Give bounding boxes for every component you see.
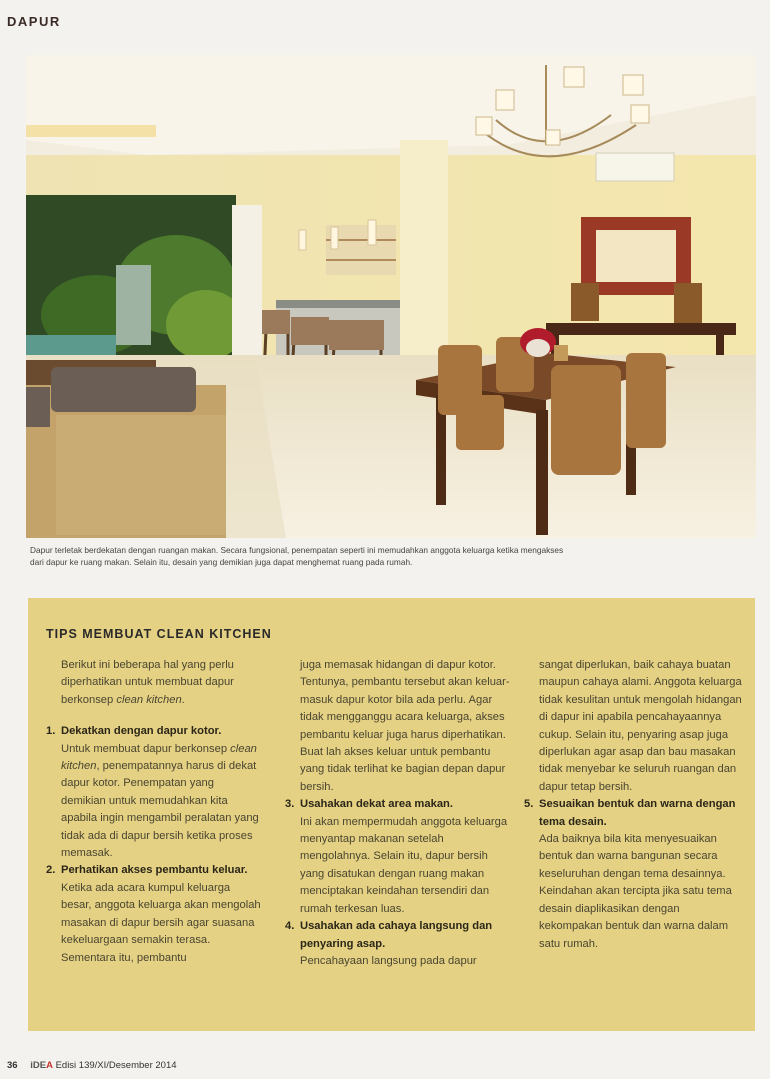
tip-3-text: Ini akan mempermudah anggota keluarga menyantap makanan setelah mengolahnya. Selain itu, dapur bersih yang disatukan dengan ruang makan menciptakan keindahan tersendiri dan rumah terkesan luas.	[300, 815, 508, 915]
page-number: 36	[7, 1060, 18, 1071]
tip-2-text-cont: juga memasak hidangan di dapur kotor. Tentunya, pembantu tersebut akan keluar-masuk dapur kotor bila ada perlu. Agar tidak mengganggu acara keluarga, akses pembantu keluar juga harus diperhatikan. Buat lah akses keluar untuk pembantu yang tidak terlihat ke bagian depan dapur bersih.	[300, 659, 510, 793]
tip-1-text: Untuk membuat dapur berkonsep clean kitchen, penempatannya harus di dekat dapur kotor. Penempatan yang demikian untuk memudahkan kita apabila ingin mengambil peralatan yang tidak ada di dapur bersih ketika proses memasak.	[61, 742, 259, 860]
tip-2-heading: 2. Perhatikan akses pembantu keluar.	[46, 864, 248, 877]
tip-5-heading: 5. Sesuaikan bentuk dan warna dengan tema desain.	[524, 798, 736, 828]
tip-2-text: Ketika ada acara kumpul keluarga besar, anggota keluarga akan mengolah masakan di dapur bersih agar suasana kekeluargaan semakin terasa. Sementara itu, pembantu	[61, 881, 261, 964]
section-label: DAPUR	[7, 14, 61, 29]
tips-title: TIPS MEMBUAT CLEAN KITCHEN	[46, 627, 272, 641]
magazine-logo: iDEA	[30, 1060, 53, 1071]
tip-5-text: Ada baiknya bila kita menyesuaikan bentuk dan warna bangunan secara keseluruhan dengan tema desainnya. Keindahan akan tercipta jika satu tema desain diaplikasikan dengan kekompakan bentuk dan warna dalam satu rumah.	[539, 833, 732, 950]
tips-column-3	[524, 657, 746, 953]
interior-illustration	[26, 55, 756, 538]
tip-3-heading: 3. Usahakan dekat area makan.	[285, 798, 453, 811]
tip-4-heading: 4. Usahakan ada cahaya langsung dan penyaring asap.	[285, 920, 493, 950]
photo-caption: Dapur terletak berdekatan dengan ruangan makan. Secara fungsional, penempatan seperti ini memudahkan anggota keluarga ketika mengakses dari dapur ke ruang makan. Selain itu, desain yang demikian juga dapat menghemat ruang pada rumah.	[30, 545, 564, 567]
tip-4-text: Pencahayaan langsung pada dapur	[300, 954, 477, 967]
tips-intro: Berikut ini beberapa hal yang perlu diperhatikan untuk membuat dapur berkonsep clean kitchen.	[61, 659, 234, 706]
tip-4-text-cont: sangat diperlukan, baik cahaya buatan maupun cahaya alami. Anggota keluarga tidak kesulitan untuk mengolah hidangan di dapur ini apabila pencahayaannya cukup. Selain itu, penyaring asap juga diperlukan agar asap dan bau masakan tidak menyebar ke seluruh ruangan dan dapur tetap bersih.	[539, 659, 742, 793]
tip-1-heading: 1. Dekatkan dengan dapur kotor.	[46, 725, 222, 738]
page-footer	[7, 1060, 177, 1071]
tips-column-1	[46, 657, 261, 967]
interior-photo	[26, 55, 756, 538]
issue-info: Edisi 139/XI/Desember 2014	[55, 1060, 177, 1071]
tips-column-2	[285, 657, 510, 970]
